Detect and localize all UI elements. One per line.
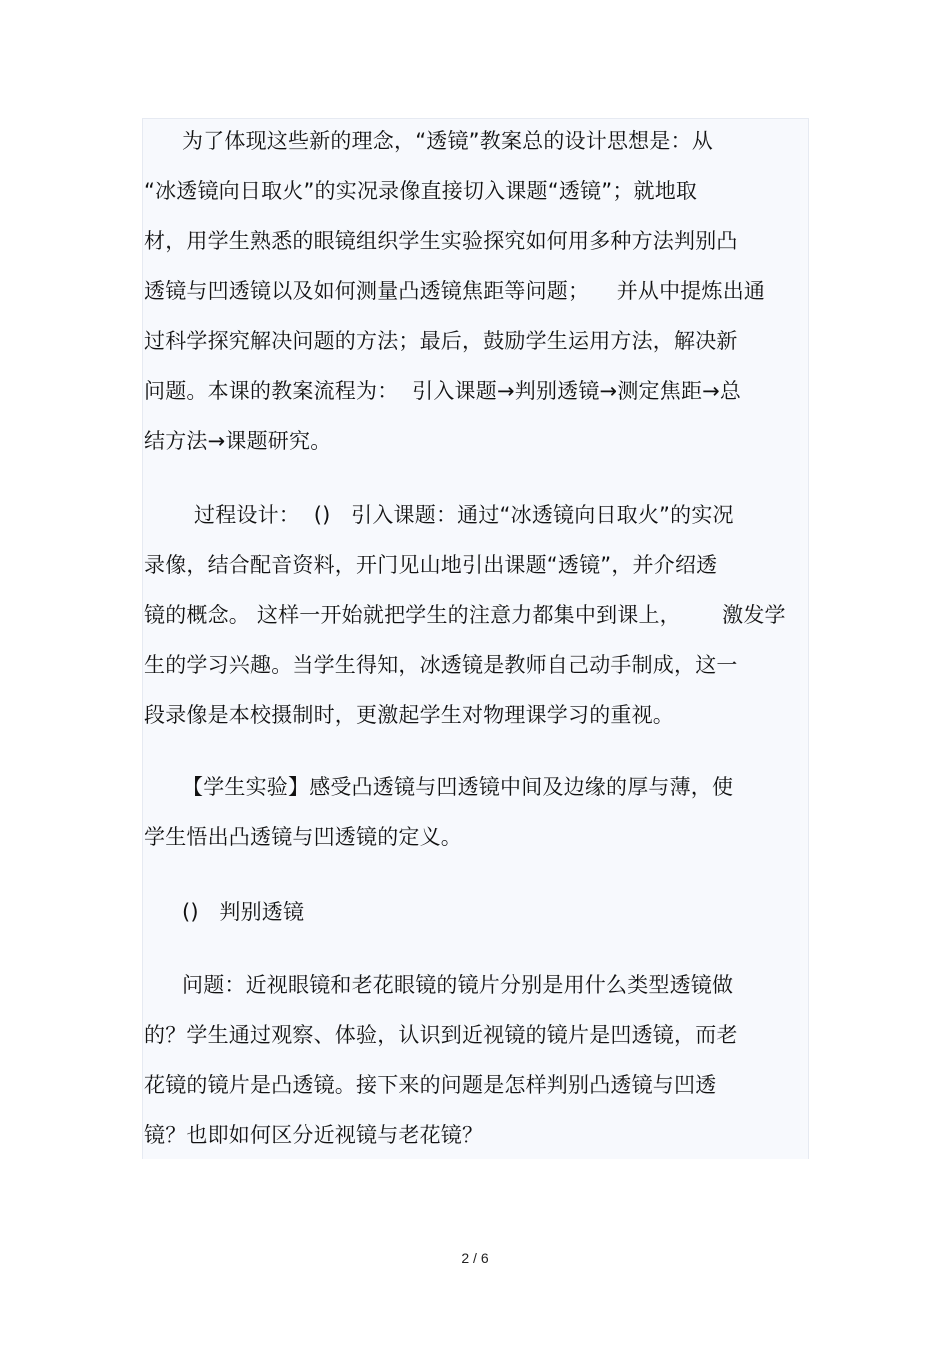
paragraph-2-line-1: 过程设计： () 引入课题：通过“冰透镜向日取火”的实况 — [194, 503, 734, 527]
paragraph-5-line-2: 的？学生通过观察、体验，认识到近视镜的镜片是凹透镜，而老 — [144, 1023, 738, 1047]
paragraph-2-line-5: 段录像是本校摄制时，更激起学生对物理课学习的重视。 — [144, 703, 674, 727]
paragraph-3-line-1: 【学生实验】感受凸透镜与凹透镜中间及边缘的厚与薄，使 — [182, 775, 734, 799]
paragraph-1-line-7: 结方法→课题研究。 — [144, 429, 332, 453]
paragraph-1-line-2: “冰透镜向日取火”的实况录像直接切入课题“透镜”；就地取 — [144, 179, 698, 203]
paragraph-2-line-4: 生的学习兴趣。当学生得知，冰透镜是教师自己动手制成，这一 — [144, 653, 738, 677]
paragraph-1-line-5: 过科学探究解决问题的方法；最后，鼓励学生运用方法，解决新 — [144, 329, 738, 353]
paragraph-5-line-1: 问题：近视眼镜和老花眼镜的镜片分别是用什么类型透镜做 — [182, 973, 734, 997]
page-number: 2 / 6 — [461, 1250, 489, 1266]
paragraph-5-line-3: 花镜的镜片是凸透镜。接下来的问题是怎样判别凸透镜与凹透 — [144, 1073, 717, 1097]
paragraph-1-line-4: 透镜与凹透镜以及如何测量凸透镜焦距等问题； 并从中提炼出通 — [144, 279, 766, 303]
paragraph-2-line-3: 镜的概念。 这样一开始就把学生的注意力都集中到课上， 激发学 — [144, 603, 786, 627]
content-panel — [142, 118, 809, 1159]
paragraph-5-line-4: 镜？也即如何区分近视镜与老花镜？ — [144, 1123, 484, 1147]
paragraph-1-line-3: 材，用学生熟悉的眼镜组织学生实验探究如何用多种方法判别凸 — [144, 229, 738, 253]
paragraph-2-line-2: 录像，结合配音资料，开门见山地引出课题“透镜”，并介绍透 — [144, 553, 718, 577]
paragraph-1-line-1: 为了体现这些新的理念，“透镜”教案总的设计思想是：从 — [182, 129, 713, 153]
paragraph-4-line-1: () 判别透镜 — [182, 900, 305, 924]
paragraph-3-line-2: 学生悟出凸透镜与凹透镜的定义。 — [144, 825, 462, 849]
paragraph-1-line-6: 问题。本课的教案流程为： 引入课题→判别透镜→测定焦距→总 — [144, 379, 742, 403]
